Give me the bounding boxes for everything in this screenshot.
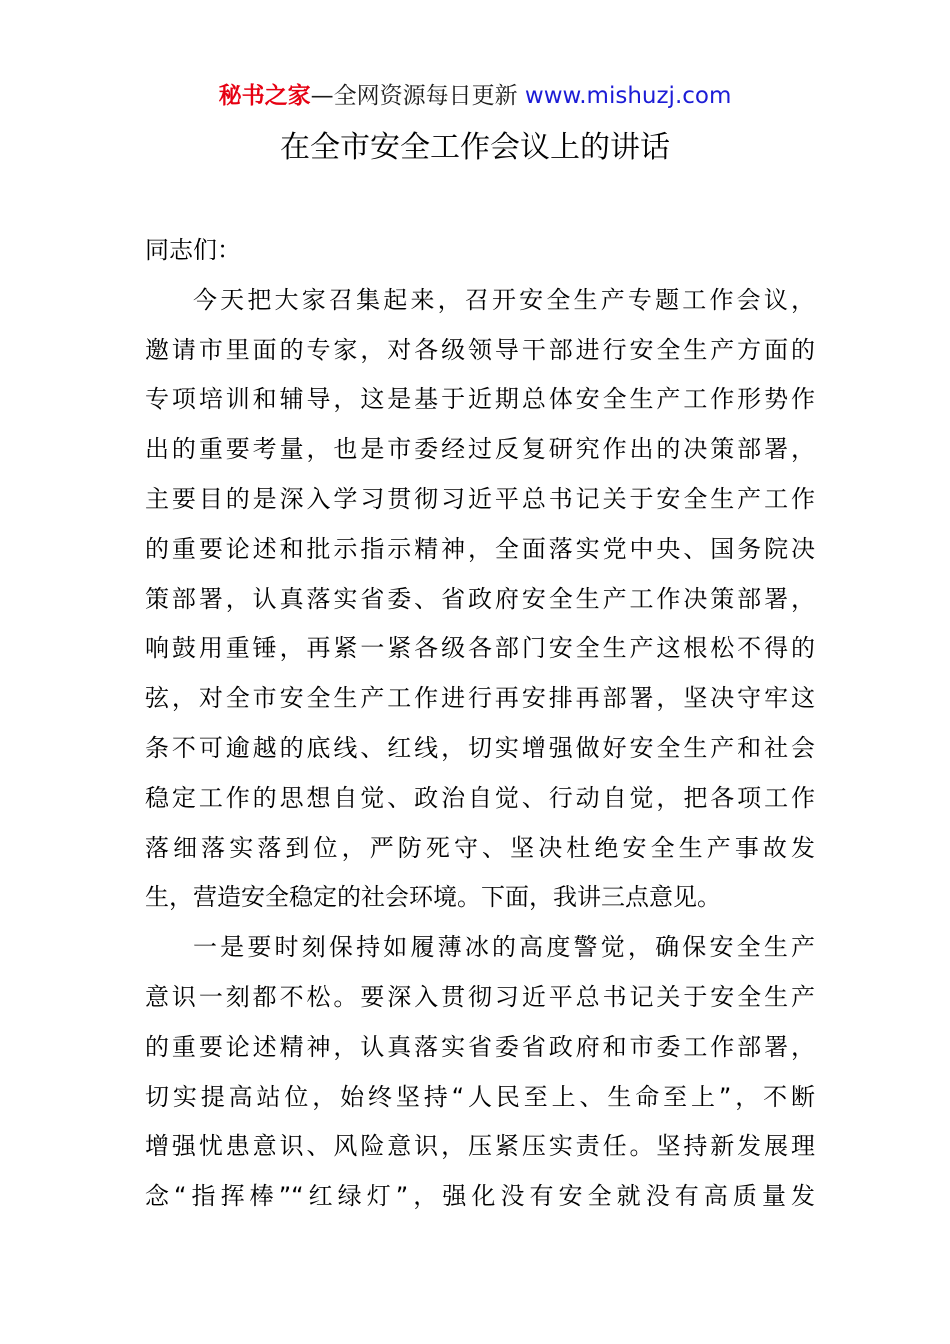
paragraph-line: 念“指挥棒”“红绿灯”，强化没有安全就没有高质量发	[145, 1182, 815, 1211]
paragraph-line: 生，营造安全稳定的社会环境。下面，我讲三点意见。	[145, 883, 721, 912]
document-body	[145, 226, 815, 1222]
paragraph-point-one	[145, 923, 815, 1222]
paragraph-line: 响鼓用重锤，再紧一紧各级各部门安全生产这根松不得的	[145, 634, 815, 663]
paragraph-line: 今天把大家召集起来，召开安全生产专题工作会议，	[193, 285, 815, 314]
brand-name: 秘书之家	[218, 83, 311, 109]
site-banner	[0, 80, 950, 112]
paragraph-line: 出的重要考量，也是市委经过反复研究作出的决策部署，	[145, 435, 815, 464]
paragraph-line: 落细落实落到位，严防死守、坚决杜绝安全生产事故发	[145, 833, 815, 862]
document-title: 在全市安全工作会议上的讲话	[280, 130, 670, 165]
salutation	[145, 226, 815, 276]
paragraph-line: 意识一刻都不松。要深入贯彻习近平总书记关于安全生产	[145, 982, 815, 1011]
paragraph-line: 稳定工作的思想自觉、政治自觉、行动自觉，把各项工作	[145, 783, 815, 812]
paragraph-line: 主要目的是深入学习贯彻习近平总书记关于安全生产工作	[145, 484, 815, 513]
paragraph-line: 一是要时刻保持如履薄冰的高度警觉，确保安全生产	[193, 933, 815, 962]
paragraph-line: 的重要论述精神，认真落实省委省政府和市委工作部署，	[145, 1032, 815, 1061]
paragraph-line: 邀请市里面的专家，对各级领导干部进行安全生产方面的	[145, 335, 815, 364]
paragraph-line: 的重要论述和批示指示精神，全面落实党中央、国务院决	[145, 534, 815, 563]
paragraph-line: 条不可逾越的底线、红线，切实增强做好安全生产和社会	[145, 733, 815, 762]
brand-tagline: —全网资源每日更新	[310, 83, 518, 109]
paragraph-line: 专项培训和辅导，这是基于近期总体安全生产工作形势作	[145, 385, 815, 414]
paragraph-line: 切实提高站位，始终坚持“人民至上、生命至上”，不断	[145, 1082, 815, 1111]
paragraph-intro	[145, 276, 815, 923]
paragraph-line: 策部署，认真落实省委、省政府安全生产工作决策部署，	[145, 584, 815, 613]
paragraph-line: 弦，对全市安全生产工作进行再安排再部署，坚决守牢这	[145, 684, 815, 713]
salutation-text: 同志们：	[145, 236, 241, 264]
paragraph-line: 增强忧患意识、风险意识，压紧压实责任。坚持新发展理	[145, 1132, 815, 1161]
brand-url-link[interactable]: www.mishuzj.com	[524, 83, 732, 109]
